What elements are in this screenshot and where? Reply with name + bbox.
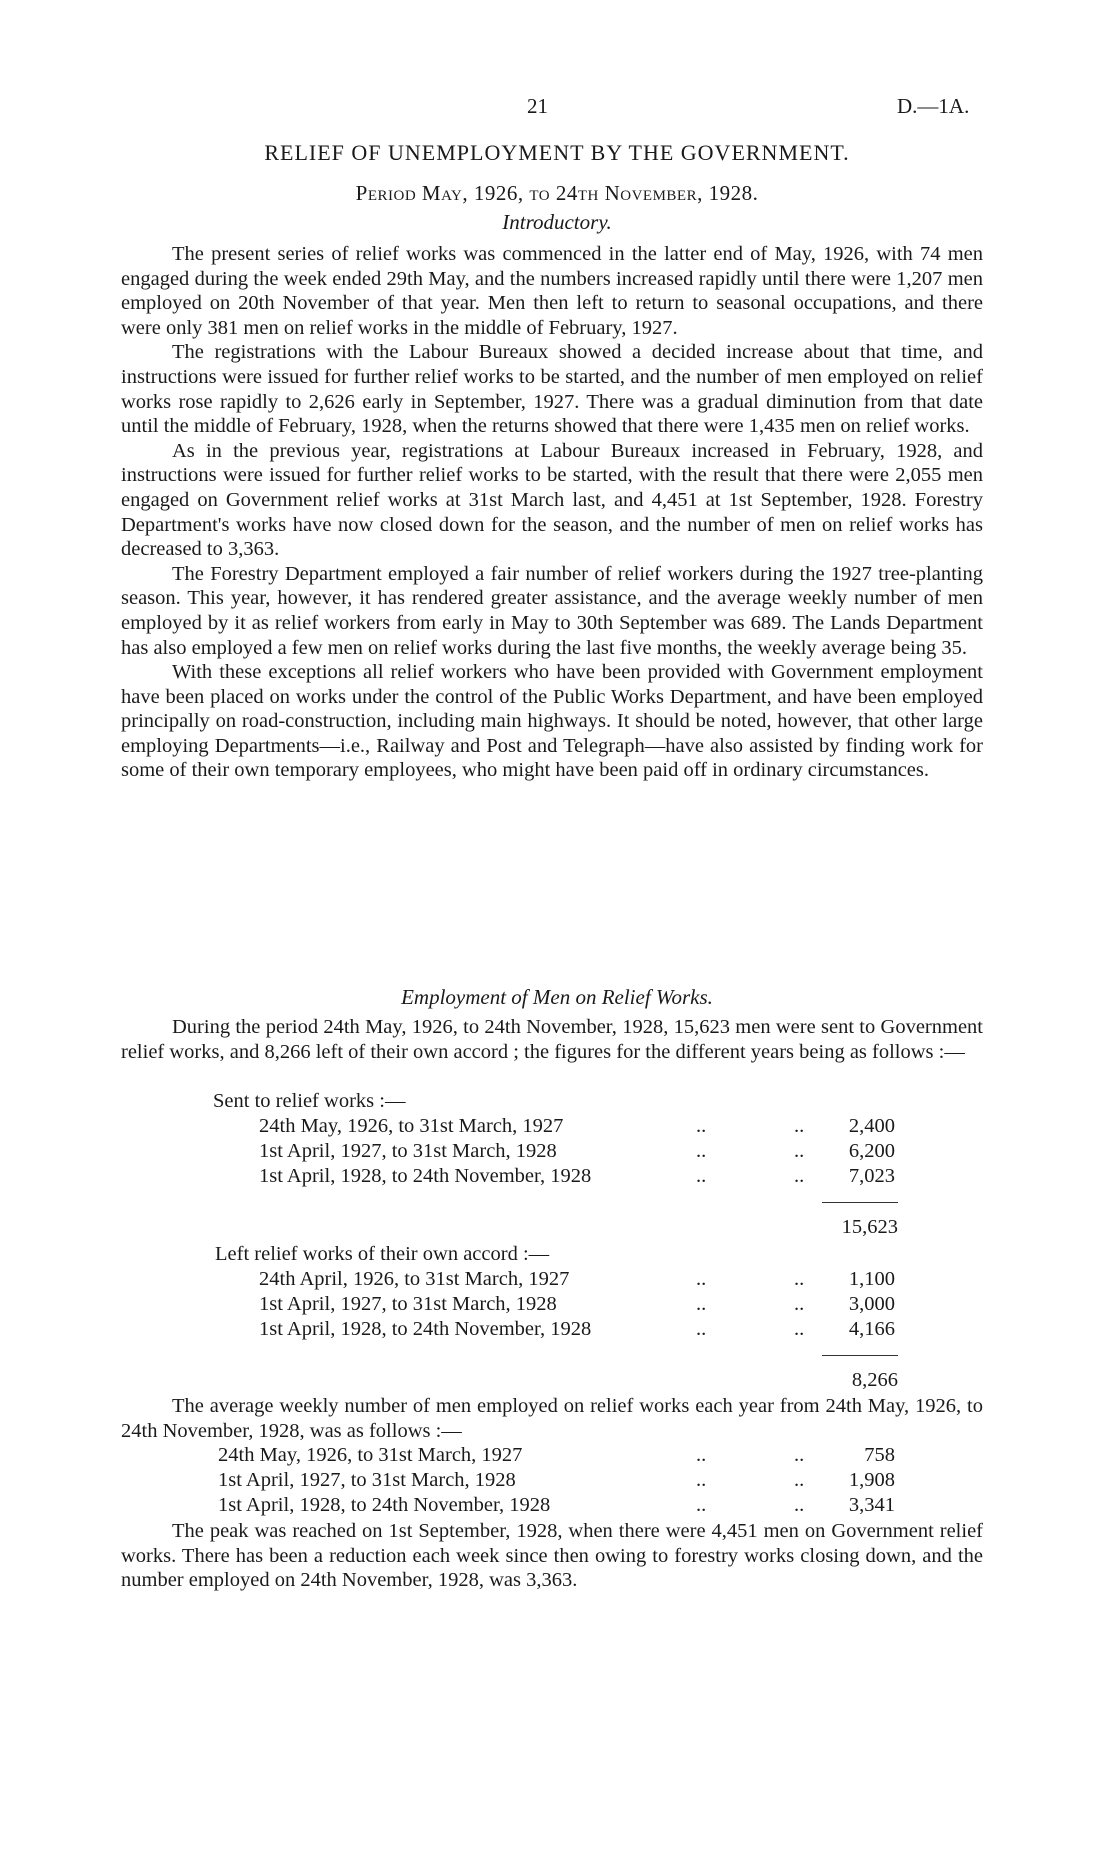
- document-reference: D.—1A.: [897, 94, 970, 118]
- row-value: 758: [864, 1444, 895, 1466]
- intro-paragraph: As in the previous year, registrations at Labour Bureaux increased in February, 1928, and instructions were issued for further relief works to be started, with the result that there were 2,055 men engaged on Government relief works at 31st March last, and 4,451 at 1st September, 1928. Forestry Department's works have now closed down for the season, and the number of men on relief works has decreased to 3,363.: [121, 439, 983, 561]
- row-value: 2,400: [848, 1115, 895, 1137]
- employment-paragraph: During the period 24th May, 1926, to 24th November, 1928, 15,623 men were sent to Government relief works, and 8,266 left of their own accord ; the figures for the different years being as follows :—: [121, 1016, 983, 1063]
- sent-label: Sent to relief works :—: [213, 1090, 406, 1112]
- sent-total: 15,623: [841, 1216, 898, 1238]
- average-row: [218, 1494, 895, 1519]
- left-row: [259, 1268, 895, 1293]
- left-row: [259, 1318, 895, 1343]
- leader-dots: ..: [696, 1318, 707, 1340]
- leader-dots: ..: [794, 1444, 805, 1466]
- intro-paragraph: With these exceptions all relief workers who have been provided with Government employment have been placed on works under the control of the Public Works Department, and have been employed principally on road-construction, including main highways. It should be noted, however, that other large employing Departments—i.e., Railway and Post and Telegraph—have also assisted by finding work for some of their own temporary employees, who might have been paid off in ordinary circumstances.: [121, 661, 983, 782]
- row-value: 6,200: [848, 1140, 895, 1162]
- left-total: 8,266: [851, 1369, 898, 1391]
- row-period: 1st April, 1928, to 24th November, 1928: [259, 1318, 592, 1340]
- total-rule: [822, 1202, 898, 1203]
- row-period: 24th April, 1926, to 31st March, 1927: [259, 1268, 570, 1290]
- leader-dots: ..: [794, 1469, 805, 1491]
- row-period: 24th May, 1926, to 31st March, 1927: [218, 1444, 523, 1466]
- leader-dots: ..: [794, 1268, 805, 1290]
- total-rule: [822, 1355, 898, 1356]
- row-period: 1st April, 1927, to 31st March, 1928: [259, 1293, 557, 1315]
- row-value: 3,000: [848, 1293, 895, 1315]
- leader-dots: ..: [794, 1165, 805, 1187]
- row-value: 1,100: [848, 1268, 895, 1290]
- row-value: 7,023: [848, 1165, 895, 1187]
- leader-dots: ..: [696, 1115, 707, 1137]
- sent-row: [259, 1140, 895, 1165]
- leader-dots: ..: [696, 1140, 707, 1162]
- peak-section: [121, 1519, 983, 1593]
- row-period: 24th May, 1926, to 31st March, 1927: [259, 1115, 564, 1137]
- leader-dots: ..: [696, 1293, 707, 1315]
- row-value: 1,908: [848, 1469, 895, 1491]
- leader-dots: ..: [696, 1444, 707, 1466]
- left-label: Left relief works of their own accord :—: [215, 1243, 550, 1265]
- intro-paragraph: The registrations with the Labour Bureaux showed a decided increase about that time, and instructions were issued for further relief works to be started, and the number of men employed on relief works rose rapidly to 2,626 early in September, 1927. There was a gradual diminution from that date until the middle of February, 1928, when the returns showed that there were 1,435 men on relief works.: [121, 341, 983, 438]
- introductory-section: [121, 242, 983, 783]
- leader-dots: ..: [696, 1165, 707, 1187]
- average-row: [218, 1444, 895, 1469]
- average-paragraph: The average weekly number of men employed on relief works each year from 24th May, 1926, to 24th November, 1928, was as follows :—: [121, 1395, 983, 1442]
- introductory-heading: Introductory.: [502, 210, 612, 234]
- peak-paragraph: The peak was reached on 1st September, 1928, when there were 4,451 men on Government relief works. There has been a reduction each week since then owing to forestry works closing down, and the number employed on 24th November, 1928, was 3,363.: [121, 1520, 983, 1592]
- leader-dots: ..: [696, 1268, 707, 1290]
- page-title: RELIEF OF UNEMPLOYMENT BY THE GOVERNMENT.: [264, 140, 850, 165]
- leader-dots: ..: [794, 1318, 805, 1340]
- leader-dots: ..: [696, 1494, 707, 1516]
- row-value: 3,341: [848, 1494, 895, 1516]
- average-section: [121, 1394, 983, 1443]
- leader-dots: ..: [794, 1115, 805, 1137]
- leader-dots: ..: [696, 1469, 707, 1491]
- row-period: 1st April, 1928, to 24th November, 1928: [218, 1494, 551, 1516]
- row-value: 4,166: [848, 1318, 895, 1340]
- employment-heading: Employment of Men on Relief Works.: [401, 985, 713, 1009]
- intro-paragraph: The present series of relief works was commenced in the latter end of May, 1926, with 74 men engaged during the week ended 29th May, and the numbers increased rapidly until there were 1,207 men employed on 20th November of that year. Men then left to return to seasonal occupations, and there were only 381 men on relief works in the middle of February, 1927.: [121, 243, 983, 339]
- sent-row: [259, 1115, 895, 1140]
- page-number: 21: [527, 94, 548, 118]
- average-row: [218, 1469, 895, 1494]
- leader-dots: ..: [794, 1293, 805, 1315]
- leader-dots: ..: [794, 1140, 805, 1162]
- intro-paragraph: The Forestry Department employed a fair number of relief workers during the 1927 tree-planting season. This year, however, it has rendered greater assistance, and the average weekly number of men employed by it as relief workers from early in May to 30th September was 689. The Lands Department has also employed a few men on relief works during the last five months, the weekly average being 35.: [121, 562, 983, 659]
- sent-row: [259, 1165, 895, 1190]
- left-row: [259, 1293, 895, 1318]
- leader-dots: ..: [794, 1494, 805, 1516]
- row-period: 1st April, 1928, to 24th November, 1928: [259, 1165, 592, 1187]
- employment-section: [121, 1015, 983, 1064]
- period-heading: Period May, 1926, to 24th November, 1928.: [355, 181, 759, 205]
- row-period: 1st April, 1927, to 31st March, 1928: [218, 1469, 516, 1491]
- row-period: 1st April, 1927, to 31st March, 1928: [259, 1140, 557, 1162]
